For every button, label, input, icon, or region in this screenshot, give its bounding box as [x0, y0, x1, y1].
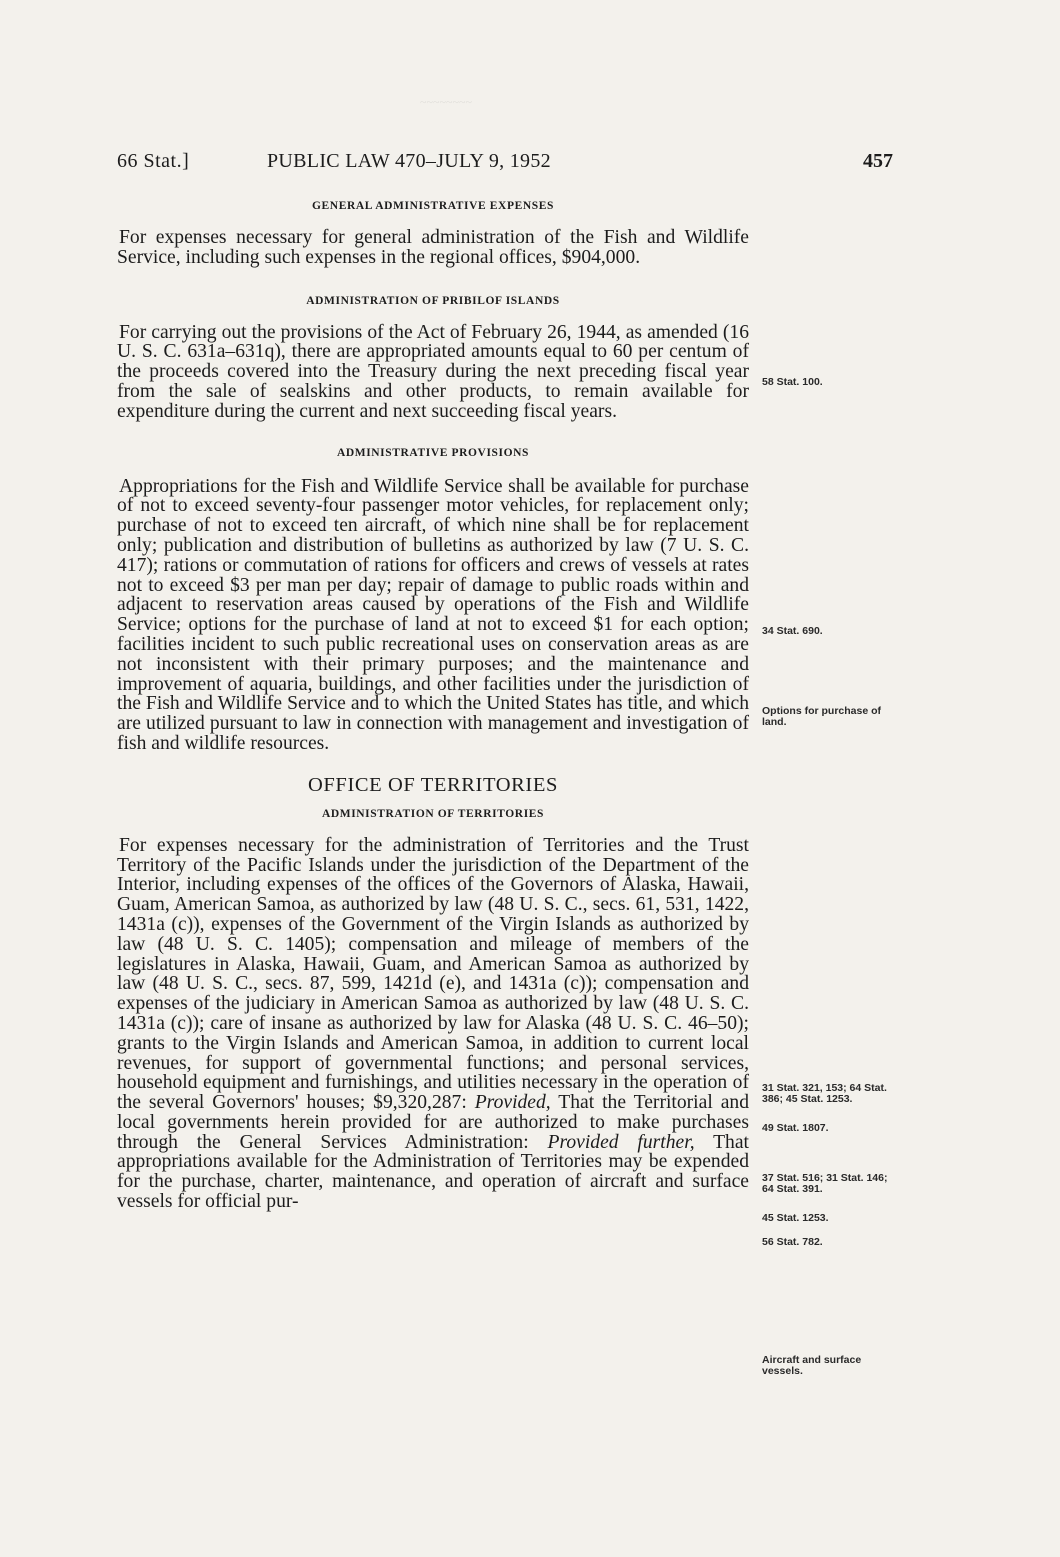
- main-text-column: [117, 200, 749, 1212]
- paragraph-pribilof: For carrying out the provisions of the Act of February 26, 1944, as amended (16 U. S. C. 631a–631q), there are appropriated amounts equal to 60 per centum of the proceeds covered into the Treasury during the next preceding fiscal year from the sale of sealskins and other products, to remain available for expenditure during the current and next succeeding fiscal years.: [117, 321, 749, 422]
- office-title: OFFICE OF TERRITORIES: [308, 773, 558, 796]
- margin-note-37-stat: 37 Stat. 516; 31 Stat. 146; 64 Stat. 391.: [762, 1172, 888, 1195]
- running-header: [117, 150, 893, 176]
- show-through-mark: ~~~~~~~~: [420, 95, 472, 109]
- territories-text-3: That appropriations available for the Administration of Territories may be expended for the purchase, charter, maintenance, and operation of aircraft and surface vessels for official pur-: [117, 1131, 749, 1213]
- margin-note-34-stat: 34 Stat. 690.: [762, 625, 823, 637]
- paragraph-general-admin: For expenses necessary for general administration of the Fish and Wildlife Service, including such expenses in the regional offices, $904,000.: [117, 227, 749, 268]
- law-title: PUBLIC LAW 470–JULY 9, 1952: [267, 150, 551, 172]
- section-heading-pribilof: ADMINISTRATION OF PRIBILOF ISLANDS: [306, 294, 560, 307]
- proviso-provided: Provided,: [474, 1092, 551, 1114]
- territories-text-1: For expenses necessary for the administration of Territories and the Trust Territory of the Pacific Islands under the jurisdiction of the Department of the Interior, including expenses of the offices of the Governors of Alaska, Hawaii, Guam, American Samoa, as authorized by law (48 U. S. C., secs. 61, 531, 1422, 1431a (c)), expenses of the Government of the Virgin Islands as authorized by law (48 U. S. C. 1405); compensation and mileage of members of the legislatures in Alaska, Hawaii, Guam, and American Samoa as authorized by law (48 U. S. C., secs. 87, 599, 1421d (e), and 1431a (c)); compensation and expenses of the judiciary in American Samoa as authorized by law (48 U. S. C. 1431a (c)); care of insane as authorized by law for Alaska (48 U. S. C. 46–50); grants to the Virgin Islands and American Samoa, in addition to current local revenues, for support of governmental functions; and personal services, household equipment and furnishings, and utilities necessary in the operation of the several Governors' houses; $9,320,287:: [117, 834, 749, 1114]
- margin-note-58-stat: 58 Stat. 100.: [762, 376, 823, 388]
- volume-reference: 66 Stat.]: [117, 150, 190, 172]
- margin-note-31-stat: 31 Stat. 321, 153; 64 Stat. 386; 45 Stat. 1253.: [762, 1082, 887, 1105]
- margin-note-45-stat: 45 Stat. 1253.: [762, 1212, 829, 1224]
- section-heading-admin-territories: ADMINISTRATION OF TERRITORIES: [321, 807, 545, 820]
- margin-note-56-stat: 56 Stat. 782.: [762, 1236, 823, 1248]
- margin-note-aircraft: Aircraft and surface vessels.: [762, 1354, 862, 1377]
- margin-note-options-land: Options for purchase of land.: [762, 705, 882, 728]
- territories-text-2: That the Territorial and local governments herein provided for are authorized to make purchases through the General Services Administration:: [117, 1092, 749, 1153]
- page-number: 457: [863, 150, 893, 172]
- proviso-provided-further: Provided further,: [547, 1131, 695, 1153]
- section-heading-general-admin: GENERAL ADMINISTRATIVE EXPENSES: [311, 200, 555, 212]
- section-heading-admin-provisions: ADMINISTRATIVE PROVISIONS: [336, 446, 530, 459]
- paragraph-admin-provisions: Appropriations for the Fish and Wildlife Service shall be available for purchase of not to exceed seventy-four passenger motor vehicles, for replacement only; purchase of not to exceed ten aircraft, of which nine shall be for replacement only; publication and distribution of bulletins as authorized by law (7 U. S. C. 417); rations or commutation of rations for officers and crews of vessels at rates not to exceed $3 per man per day; repair of damage to public roads within and adjacent to reservation areas caused by operations of the Fish and Wildlife Service; options for the purchase of land at not to exceed $1 for each option; facilities incident to such public recreational uses on conservation areas as are not inconsistent with their primary purposes; and the maintenance and improvement of aquaria, buildings, and other facilities under the jurisdiction of the Fish and Wildlife Service and to which the United States has title, and which are utilized pursuant to law in connection with management and investigation of fish and wildlife resources.: [117, 475, 749, 754]
- margin-note-49-stat: 49 Stat. 1807.: [762, 1122, 829, 1134]
- paragraph-admin-territories: [117, 836, 749, 1212]
